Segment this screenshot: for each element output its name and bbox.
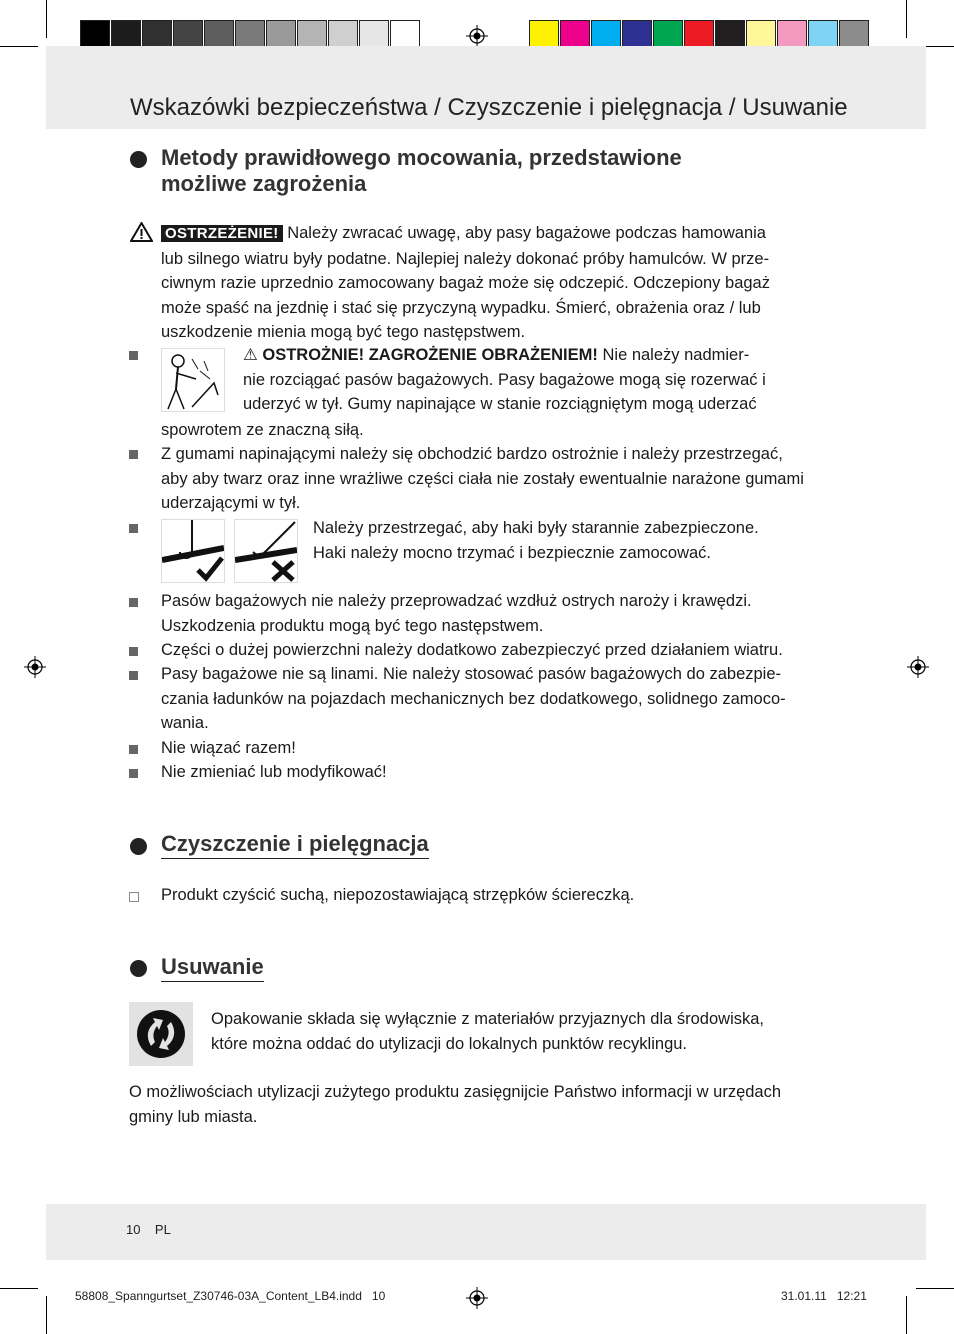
recycling-text: które można oddać do utylizacji do lokalnych punktów recyklingu. <box>211 1034 688 1053</box>
language-code: PL <box>154 1222 171 1237</box>
heading-text: Czyszczenie i pielęgnacja <box>161 831 429 859</box>
caution-paragraph <box>243 343 833 417</box>
footer-band <box>46 1204 926 1260</box>
crop-mark <box>0 1288 38 1289</box>
list-bullet-icon <box>129 647 138 656</box>
disposal-paragraph <box>129 1080 781 1129</box>
heading-line: Metody prawidłowego mocowania, przedstawione <box>161 145 682 170</box>
section-bullet-icon <box>130 960 147 977</box>
list-item: Produkt czyścić suchą, niepozostawiającą strzępków ściereczką. <box>161 886 635 904</box>
hook-incorrect-illustration <box>234 519 298 583</box>
list-bullet-icon <box>129 745 138 754</box>
list-item-text: uderzającymi w tył. <box>161 494 301 513</box>
warning-text: Należy zwracać uwagę, aby pasy bagażowe podczas hamowania <box>287 224 766 242</box>
list-bullet-icon <box>129 671 138 680</box>
crop-mark <box>46 0 47 38</box>
crop-mark <box>906 1296 907 1334</box>
list-item: Nie zmieniać lub modyfikować! <box>161 763 387 781</box>
disposal-text: O możliwościach utylizacji zużytego produktu zasięgnijcie Państwo informacji w urzędach <box>129 1083 782 1101</box>
recycling-icon <box>129 1002 193 1066</box>
list-item: Nie wiązać razem! <box>161 739 296 757</box>
caution-label: OSTROŻNIE! ZAGROŻENIE OBRAŻENIEM! <box>262 346 598 364</box>
list-item <box>161 662 786 736</box>
section-bullet-icon <box>130 151 147 168</box>
registration-mark-icon <box>466 1287 488 1309</box>
list-item: Części o dużej powierzchni należy dodatkowo zabezpieczyć przed działaniem wiatru. <box>161 641 783 659</box>
caution-text: Nie należy nadmier- <box>602 346 750 364</box>
list-item-text: Uszkodzenia produktu mogą być tego następstwem. <box>161 616 544 635</box>
heading-line: możliwe zagrożenia <box>161 171 367 196</box>
disposal-text: gminy lub miasta. <box>129 1107 258 1126</box>
list-item <box>161 442 804 516</box>
caution-text: uderzyć w tył. Gumy napinające w stanie rozciągniętym mogą uderzać <box>243 395 757 414</box>
list-item-text: Haki należy mocno trzymać i bezpiecznie zamocować. <box>313 543 711 562</box>
warning-paragraph <box>161 221 831 345</box>
list-bullet-icon <box>129 351 138 360</box>
warning-text: lub silnego wiatru były podatne. Najlepiej należy dokonać próby hamulców. W prze- <box>161 249 770 268</box>
crop-mark <box>46 1296 47 1334</box>
list-item-text: aby aby twarz oraz inne wrażliwe części ciała nie zostały ewentualnie narażone gumami <box>161 469 804 488</box>
list-bullet-icon <box>129 524 138 533</box>
caution-triangle-icon: ⚠ <box>243 346 258 364</box>
caution-text: spowrotem ze znaczną siłą. <box>161 421 364 439</box>
registration-mark-icon <box>907 656 929 678</box>
slug-datetime <box>781 1289 867 1303</box>
recycling-text: Opakowanie składa się wyłącznie z materiałów przyjaznych dla środowiska, <box>211 1010 764 1028</box>
heading-text: Usuwanie <box>161 954 264 982</box>
hook-incorrect-icon <box>235 520 297 582</box>
list-item <box>313 516 759 565</box>
warning-text: może spaść na jezdnię i stać się przyczyną wypadku. Śmierć, obrażenia oraz / lub <box>161 298 761 317</box>
list-bullet-icon <box>129 450 138 459</box>
crop-mark <box>0 46 38 47</box>
list-item-text: Pasów bagażowych nie należy przeprowadzać wzdłuż ostrych naroży i krawędzi. <box>161 592 752 610</box>
hook-correct-icon <box>162 520 224 582</box>
section-bullet-icon <box>130 838 147 855</box>
list-item-text: Z gumami napinającymi należy się obchodzić bardzo ostrożnie i należy przestrzegać, <box>161 445 783 463</box>
caution-text: nie rozciągać pasów bagażowych. Pasy bagażowe mogą się rozerwać i <box>243 370 766 389</box>
list-bullet-icon <box>129 769 138 778</box>
warning-text: uszkodzenie mienia mogą być tego następstwem. <box>161 323 526 342</box>
list-bullet-icon <box>129 598 138 607</box>
crop-mark <box>916 1288 954 1289</box>
warning-text: ciwnym razie uprzednio zamocowany bagaż może się odczepić. Odczepiony bagaż <box>161 274 770 293</box>
warning-label: OSTRZEŻENIE! <box>161 225 283 242</box>
list-item-text: Pasy bagażowe nie są linami. Nie należy stosować pasów bagażowych do zabezpie- <box>161 665 782 683</box>
recycling-paragraph <box>211 1007 764 1056</box>
list-item <box>161 589 752 638</box>
green-dot-recycling-logo <box>129 1002 193 1066</box>
page-footer <box>126 1222 171 1237</box>
registration-mark-icon <box>24 656 46 678</box>
slug-file <box>75 1289 385 1303</box>
page-title: Wskazówki bezpieczeństwa / Czyszczenie i pielęgnacja / Usuwanie <box>130 94 848 121</box>
list-item-text: Należy przestrzegać, aby haki były starannie zabezpieczone. <box>313 519 759 537</box>
section-heading-disposal <box>161 954 264 980</box>
list-item-text: wania. <box>161 714 209 733</box>
section-heading-safety <box>161 145 682 197</box>
crop-mark <box>906 0 907 38</box>
page-number: 10 <box>126 1222 141 1237</box>
person-struck-illustration <box>161 348 225 412</box>
section-heading-cleaning <box>161 831 429 857</box>
warning-triangle-icon <box>130 222 153 242</box>
registration-mark-icon <box>466 25 488 47</box>
slug-time: 12:21 <box>836 1289 867 1303</box>
slug-date: 31.01.11 <box>781 1289 827 1303</box>
slug-page: 10 <box>371 1289 386 1303</box>
hook-correct-illustration <box>161 519 225 583</box>
list-checkbox-icon <box>129 892 139 902</box>
list-item-text: czania ładunków na pojazdach mechanicznych bez dodatkowego, solidnego zamoco- <box>161 689 786 708</box>
slug-filename: 58808_Spanngurtset_Z30746-03A_Content_LB4.indd <box>75 1289 362 1303</box>
person-struck-icon <box>162 349 224 411</box>
